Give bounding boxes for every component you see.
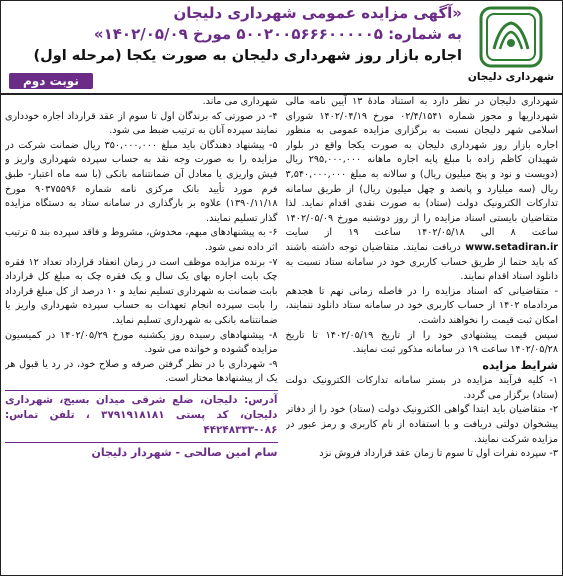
intro-end-text: دریافت نمایند. متقاضیان توجه داشته باشند که باید حتما از طریق حساب کاربری خود در سامانه ستاد نسبت به دانلود اسناد اقدام نمایند. [285, 241, 558, 283]
emblem-icon [478, 5, 544, 69]
title-area [7, 3, 462, 91]
deadline-paragraph: سپس قیمت پیشنهادی خود را از تاریخ ۱۴۰۲/۰۵/۱۹ تا تاریخ ۱۴۰۲/۰۵/۲۸ ساعت ۱۹ در سامانه مذکور ثبت نمایند. [285, 329, 558, 356]
left-column [5, 95, 278, 571]
condition-7: ۷- برنده مزایده موظف است در زمان انعقاد قرارداد تعداد ۱۲ فقره چک بابت اجاره بهای یک سال و یک فقره چک به مبلغ کل قرارداد بابت ضمانت به شهرداری تسلیم نماید و ۱۰ درصد از کل مبلغ قرارداد را بابت سپرده انجام تعهدات به حساب سپرده شهرداری واریز یا ضمانتنامه بانکی به شهرداری تسلیم نماید. [5, 256, 278, 326]
condition-8: ۸- پیشنهادهای رسیده روز یکشنبه مورخ ۱۴۰۲/۰۵/۲۹ در کمیسیون مزایده گشوده و خوانده می شود. [5, 329, 278, 356]
intro-text: شهرداری دلیجان در نظر دارد به استناد مادهٔ ۱۳ آیین نامه مالی شهرداریها و مجوز شماره ۰۲/۴/۱۵۴۱ مورخ ۱۴۰۲/۰۴/۱۹ شورای اسلامی شهر دلیجان نسبت به برگزاری مزایده عمومی به منظور اجاره بازار روز شهرداری دلیجان به صورت یکجا واقع در بلوار شهیدان کاظم زاده با مبلغ پایه اجاره ماهانه ۲۹۵,۰۰۰,۰۰۰ ریال (دویست و نود و پنج میلیون ریال) و سالانه به مبلغ ۳,۵۴۰,۰۰۰,۰۰۰ ریال (سه میلیارد و پانصد و چهل میلیون ریال) از طریق سامانه تدارکات الکترونیک دولت (ستاد) به صورت نقدی اقدام نماید. لذا متقاضیان بایستی اسناد مزایده را از روز دوشنبه مورخ ۱۴۰۲/۰۵/۰۹ ساعت ۸ الی ۱۴۰۲/۰۵/۱۸ ساعت ۱۹ از سایت [285, 96, 558, 239]
condition-9: ۹- شهرداری با در نظر گرفتن صرفه و صلاح خود، در رد یا قبول هر یک از پیشنهادها مختار است. [5, 358, 278, 385]
mayor-signature: سام امین صالحی - شهردار دلیجان [5, 442, 278, 461]
note-paragraph: - متقاضیانی که اسناد مزایده را در فاصله زمانی نهم تا هجدهم مردادماه ۱۴۰۲ از حساب کاربری خود در سامانه ستاد دانلود ننمایند، امکان ثبت قیمت را نخواهند داشت. [285, 285, 558, 326]
conditions-heading: شرایط مزایده [482, 358, 558, 372]
condition-4: ۴- در صورتی که برندگان اول تا سوم از عقد قرارداد اجاره خودداری نمایند سپرده آنان به ترتیب ضبط می شود. [5, 110, 278, 137]
logo-caption: شهرداری دلیجان [467, 71, 555, 83]
condition-1: ۱- کلیه فرآیند مزایده در بستر سامانه تدارکات الکترونیک دولت (ستاد) برگزار می گردد. [285, 375, 558, 401]
intro-paragraph [286, 95, 559, 285]
ad-header [1, 1, 562, 95]
condition-6: ۶- به پیشنهادهای مبهم، مخدوش، مشروط و فاقد سپرده بند ۵ ترتیب اثر داده نمی شود. [5, 227, 278, 253]
setad-site-link[interactable]: www.setadiran.ir [465, 241, 558, 253]
condition-3: ۳- سپرده نفرات اول تا سوم تا زمان عقد قرارداد فروش نزد [319, 448, 558, 460]
condition-3-continued: شهرداری می ماند. [202, 96, 278, 107]
body-columns [5, 95, 558, 571]
ad-title: «آگهی مزایده عمومی شهرداری دلیجان [173, 4, 462, 22]
contact-address: آدرس: دلیجان، ضلع شرقی میدان بسیج، شهرداری دلیجان، کد پستی ۳۷۹۱۹۱۸۱۸۱ ، تلفن تماس: ۰۸۶-۴۴۲۴۸۳۳۳ [5, 390, 278, 438]
right-column [286, 95, 559, 571]
ad-subject: اجاره بازار روز شهرداری دلیجان به صورت یکجا (مرحله اول) [33, 48, 462, 64]
condition-5: ۵- پیشنهاد دهندگان باید مبلغ ۳۵۰,۰۰۰,۰۰۰ ریال ضمانت شرکت در مزایده را به صورت وجه نقد به حساب سپرده شهرداری واریز و فیش واریزی یا معادل آن ضمانتنامه بانکی (با سه ماه اعتبار- طبق فرم مورد تأیید بانک مرکزی نامه شماره ۹۰۳۷۵۵۹۶ مورخ ۱۳۹۰/۱۱/۱۸) علاوه بر بارگذاری در سامانه ستاد به دستگاه مزایده گذار تسلیم نمایند. [5, 139, 278, 224]
ad-number: به شماره: ۵۰۰۲۰۰۵۶۶۶۰۰۰۰۰۵ مورخ ۱۴۰۲/۰۵/۰۹» [93, 25, 462, 43]
municipality-logo [466, 5, 556, 89]
condition-2: ۲- متقاضیان باید ابتدا گواهی الکترونیک دولت (ستاد) خود را از دفاتر پیشخوان دولتی دریافت و با استفاده از نام کاربری و رمز عبور در مزایده شرکت نمایند. [285, 404, 558, 445]
round-badge: نوبت دوم [9, 73, 93, 89]
